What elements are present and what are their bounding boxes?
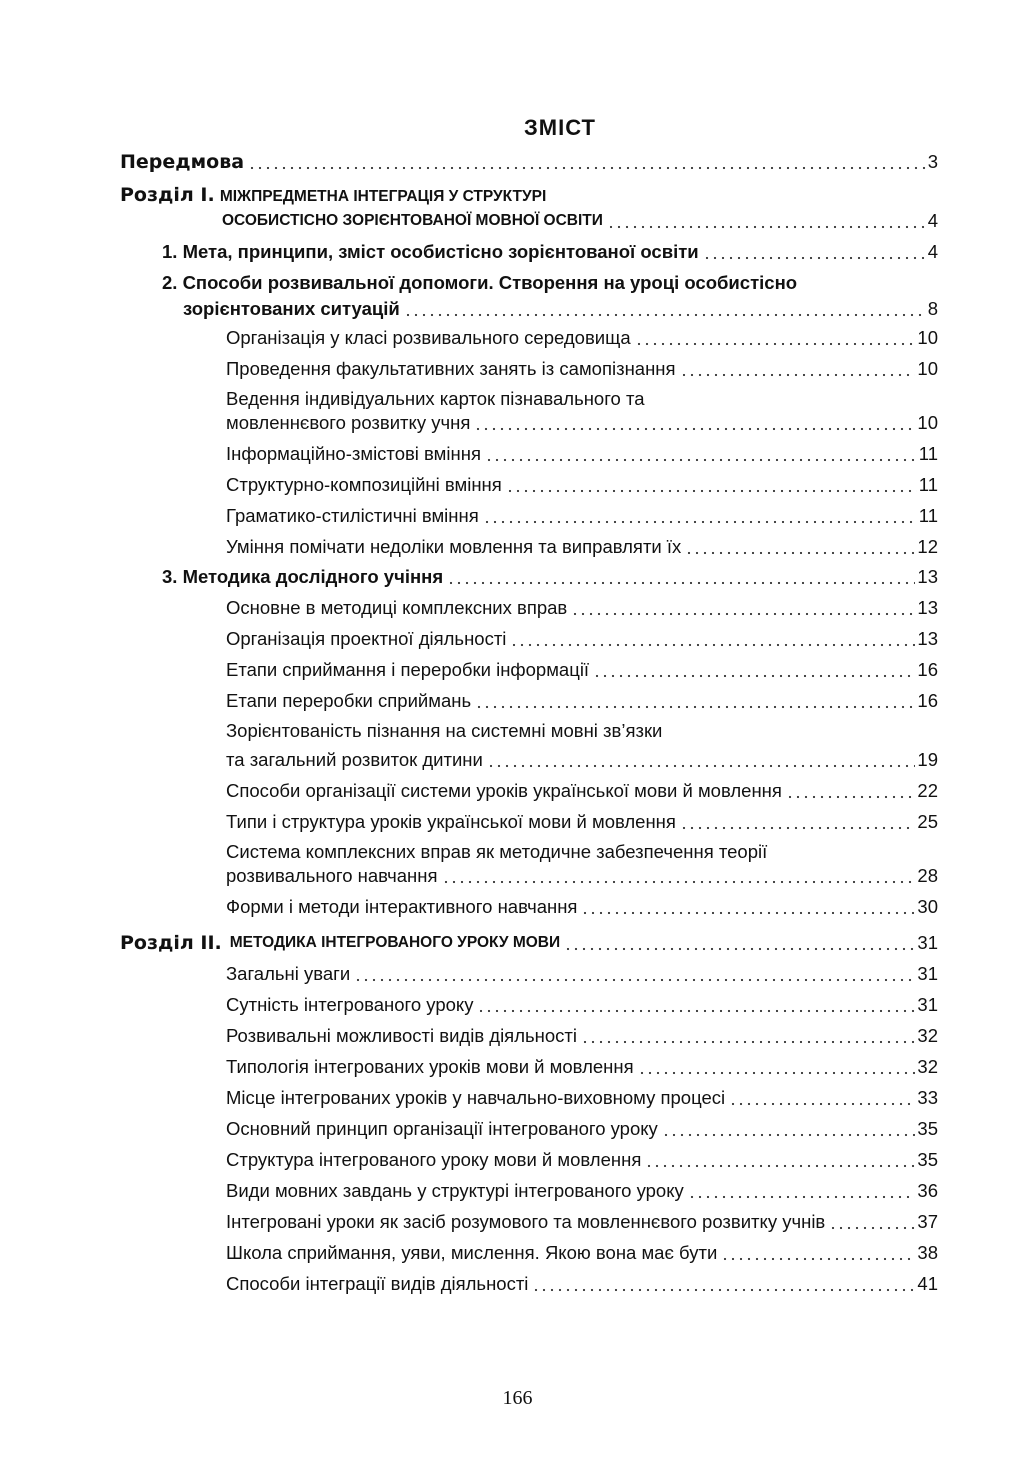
toc-page-number: 10 bbox=[917, 327, 938, 348]
dot-leader bbox=[248, 162, 926, 170]
toc-entry-label: 1. Мета, принципи, зміст особистісно зорієнтованої освіти bbox=[162, 241, 699, 262]
toc-page-number: 11 bbox=[918, 443, 938, 464]
section-1-prefix: Розділ І. bbox=[120, 184, 215, 206]
toc-entry[interactable] bbox=[226, 811, 938, 833]
toc-entry[interactable] bbox=[226, 963, 938, 985]
toc-page-number: 25 bbox=[917, 811, 938, 832]
toc-entry[interactable] bbox=[226, 1118, 938, 1140]
toc-entry[interactable] bbox=[226, 536, 938, 558]
toc-page-number: 8 bbox=[927, 298, 938, 319]
toc-entry[interactable] bbox=[226, 659, 938, 681]
toc-entry-1-2[interactable] bbox=[183, 298, 938, 320]
toc-page-number: 38 bbox=[917, 1242, 938, 1263]
toc-page-number: 28 bbox=[917, 865, 938, 886]
dot-leader bbox=[475, 701, 915, 709]
toc-entry-1-2-line1[interactable]: 2. Способи розвивальної допомоги. Створення на уроці особистісно bbox=[162, 272, 798, 293]
dot-leader bbox=[487, 760, 916, 768]
toc-entry-label: та загальний розвиток дитини bbox=[226, 749, 483, 770]
toc-entry-label: Структура інтегрованого уроку мови й мовлення bbox=[226, 1149, 642, 1170]
dot-leader bbox=[607, 221, 926, 229]
toc-entry[interactable] bbox=[226, 597, 938, 619]
dot-leader bbox=[786, 791, 916, 799]
dot-leader bbox=[571, 608, 915, 616]
page-number: 166 bbox=[502, 1387, 533, 1409]
toc-entry[interactable] bbox=[226, 1149, 938, 1171]
toc-entry-label: розвивального навчання bbox=[226, 865, 438, 886]
toc-entry-label: Передмова bbox=[120, 151, 245, 173]
toc-entry[interactable] bbox=[226, 690, 938, 712]
toc-entry-label: Етапи переробки сприймань bbox=[226, 690, 472, 711]
toc-entry-label: Типологія інтегрованих уроків мови й мовлення bbox=[226, 1056, 634, 1077]
dot-leader bbox=[581, 907, 915, 915]
toc-entry-label: Уміння помічати недоліки мовлення та виправляти їх bbox=[226, 536, 682, 557]
toc-entry[interactable] bbox=[226, 443, 938, 465]
dot-leader bbox=[685, 547, 915, 555]
toc-entry-label: Види мовних завдань у структурі інтегрованого уроку bbox=[226, 1180, 684, 1201]
dot-leader bbox=[680, 369, 916, 377]
dot-leader bbox=[483, 516, 917, 524]
toc-entry[interactable] bbox=[226, 1025, 938, 1047]
toc-entry-label: Проведення факультативних занять із самопізнання bbox=[226, 358, 676, 379]
dot-leader bbox=[635, 338, 916, 346]
toc-page-number: 36 bbox=[917, 1180, 938, 1201]
toc-page-number: 19 bbox=[917, 749, 938, 770]
dot-leader bbox=[532, 1284, 915, 1292]
toc-page-number: 31 bbox=[917, 994, 938, 1015]
toc-entry-foreword[interactable] bbox=[120, 151, 938, 173]
toc-entry-label: Місце інтегрованих уроків у навчально-виховному процесі bbox=[226, 1087, 726, 1108]
toc-entry-label: Способи організації системи уроків української мови й мовлення bbox=[226, 780, 782, 801]
section-1-heading[interactable] bbox=[120, 184, 546, 208]
dot-leader bbox=[680, 822, 916, 830]
toc-page-number: 13 bbox=[917, 628, 938, 649]
dot-leader bbox=[354, 974, 915, 982]
toc-entry-label: Організація проектної діяльності bbox=[226, 628, 507, 649]
toc-entry[interactable] bbox=[226, 474, 938, 496]
toc-entry-section-2[interactable] bbox=[120, 932, 938, 954]
toc-entry[interactable] bbox=[226, 505, 938, 527]
toc-entry-label: Форми і методи інтерактивного навчання bbox=[226, 896, 578, 917]
toc-page-number: 3 bbox=[927, 151, 938, 172]
toc-title: ЗМІСТ bbox=[524, 115, 596, 140]
toc-entry-label: Інформаційно-змістові вміння bbox=[226, 443, 481, 464]
toc-page-number: 41 bbox=[917, 1273, 938, 1294]
toc-entry-label: Граматико-стилістичні вміння bbox=[226, 505, 479, 526]
toc-entry-line1[interactable]: Система комплексних вправ як методичне забезпечення теорії bbox=[226, 841, 768, 862]
toc-entry-label: Основне в методиці комплексних вправ bbox=[226, 597, 568, 618]
toc-page-number: 32 bbox=[917, 1056, 938, 1077]
toc-entry-section-1[interactable] bbox=[222, 210, 938, 232]
toc-entry[interactable] bbox=[226, 1056, 938, 1078]
toc-entry-label: зорієнтованих ситуацій bbox=[183, 298, 400, 319]
toc-entry-label: Інтегровані уроки як засіб розумового та мовленнєвого розвитку учнів bbox=[226, 1211, 826, 1232]
toc-page-number: 10 bbox=[917, 358, 938, 379]
toc-page-number: 31 bbox=[917, 963, 938, 984]
section-1-title-line2: ОСОБИСТІСНО ЗОРІЄНТОВАНОЇ МОВНОЇ ОСВІТИ bbox=[222, 212, 603, 229]
toc-entry[interactable] bbox=[226, 1211, 938, 1233]
toc-entry[interactable] bbox=[226, 1242, 938, 1264]
dot-leader bbox=[638, 1067, 916, 1075]
dot-leader bbox=[593, 670, 915, 678]
toc-page-number: 11 bbox=[918, 474, 938, 495]
toc-page-number: 12 bbox=[917, 536, 938, 557]
toc-page-number: 10 bbox=[917, 412, 938, 433]
toc-entry-line1[interactable]: Зорієнтованість пізнання на системні мовні зв’язки bbox=[226, 720, 663, 741]
dot-leader bbox=[506, 485, 917, 493]
dot-leader bbox=[581, 1036, 915, 1044]
toc-entry[interactable] bbox=[226, 1273, 938, 1295]
toc-entry-label: Типи і структура уроків української мови й мовлення bbox=[226, 811, 676, 832]
dot-leader bbox=[477, 1005, 915, 1013]
toc-entry-label: мовленнєвого розвитку учня bbox=[226, 412, 471, 433]
toc-page-number: 4 bbox=[927, 241, 938, 262]
dot-leader bbox=[447, 577, 915, 585]
section-2-prefix: Розділ ІІ. bbox=[120, 932, 222, 954]
dot-leader bbox=[703, 252, 926, 260]
section-1-title-line1: МІЖПРЕДМЕТНА ІНТЕГРАЦІЯ У СТРУКТУРІ bbox=[219, 188, 547, 205]
dot-leader bbox=[442, 876, 916, 884]
toc-entry-1-1[interactable] bbox=[162, 241, 938, 263]
toc-entry[interactable] bbox=[226, 896, 938, 918]
toc-page-number: 35 bbox=[917, 1149, 938, 1170]
toc-entry[interactable] bbox=[226, 865, 938, 887]
toc-entry-label: Структурно-композиційні вміння bbox=[226, 474, 502, 495]
toc-entry-label: Способи інтеграції видів діяльності bbox=[226, 1273, 529, 1294]
toc-entry[interactable] bbox=[226, 327, 938, 349]
toc-entry[interactable] bbox=[226, 749, 938, 771]
toc-page-number: 37 bbox=[917, 1211, 938, 1232]
toc-entry[interactable] bbox=[226, 358, 938, 380]
dot-leader bbox=[688, 1191, 916, 1199]
dot-leader bbox=[474, 423, 915, 431]
toc-page-number: 22 bbox=[917, 780, 938, 801]
toc-page-number: 13 bbox=[917, 566, 938, 587]
section-2-title: МЕТОДИКА ІНТЕГРОВАНОГО УРОКУ МОВИ bbox=[229, 934, 561, 951]
dot-leader bbox=[404, 309, 926, 317]
toc-entry-label: Загальні уваги bbox=[226, 963, 351, 984]
toc-page-number: 32 bbox=[917, 1025, 938, 1046]
dot-leader bbox=[829, 1222, 915, 1230]
dot-leader bbox=[510, 639, 915, 647]
toc-entry-label: Організація у класі розвивального середовища bbox=[226, 327, 631, 348]
dot-leader bbox=[485, 454, 917, 462]
toc-entry-1-3[interactable] bbox=[162, 566, 938, 588]
toc-page-number: 16 bbox=[917, 690, 938, 711]
toc-entry-label: 3. Методика дослідного учіння bbox=[162, 566, 444, 587]
toc-entry[interactable] bbox=[226, 628, 938, 650]
dot-leader bbox=[729, 1098, 915, 1106]
toc-entry[interactable] bbox=[226, 412, 938, 434]
dot-leader bbox=[564, 943, 915, 951]
toc-entry[interactable] bbox=[226, 780, 938, 802]
toc-page-number: 30 bbox=[917, 896, 938, 917]
dot-leader bbox=[721, 1253, 915, 1261]
toc-entry-label: Школа сприймання, уяви, мислення. Якою вона має бути bbox=[226, 1242, 718, 1263]
dot-leader bbox=[645, 1160, 915, 1168]
toc-page-number: 33 bbox=[917, 1087, 938, 1108]
toc-entry-label: Розвивальні можливості видів діяльності bbox=[226, 1025, 577, 1046]
toc-entry-line1[interactable]: Ведення індивідуальних карток пізнавального та bbox=[226, 388, 645, 409]
toc-entry-label: Сутність інтегрованого уроку bbox=[226, 994, 474, 1015]
toc-entry[interactable] bbox=[226, 994, 938, 1016]
toc-page-number: 31 bbox=[917, 932, 938, 953]
toc-page-number: 35 bbox=[917, 1118, 938, 1139]
toc-entry[interactable] bbox=[226, 1180, 938, 1202]
dot-leader bbox=[662, 1129, 916, 1137]
toc-entry[interactable] bbox=[226, 1087, 938, 1109]
toc-page-number: 16 bbox=[917, 659, 938, 680]
toc-page-number: 13 bbox=[917, 597, 938, 618]
toc-entry-label: Основний принцип організації інтегрованого уроку bbox=[226, 1118, 658, 1139]
toc-entry-label: Етапи сприймання і переробки інформації bbox=[226, 659, 590, 680]
toc-page-number: 4 bbox=[927, 210, 938, 231]
toc-page-number: 11 bbox=[918, 505, 938, 526]
